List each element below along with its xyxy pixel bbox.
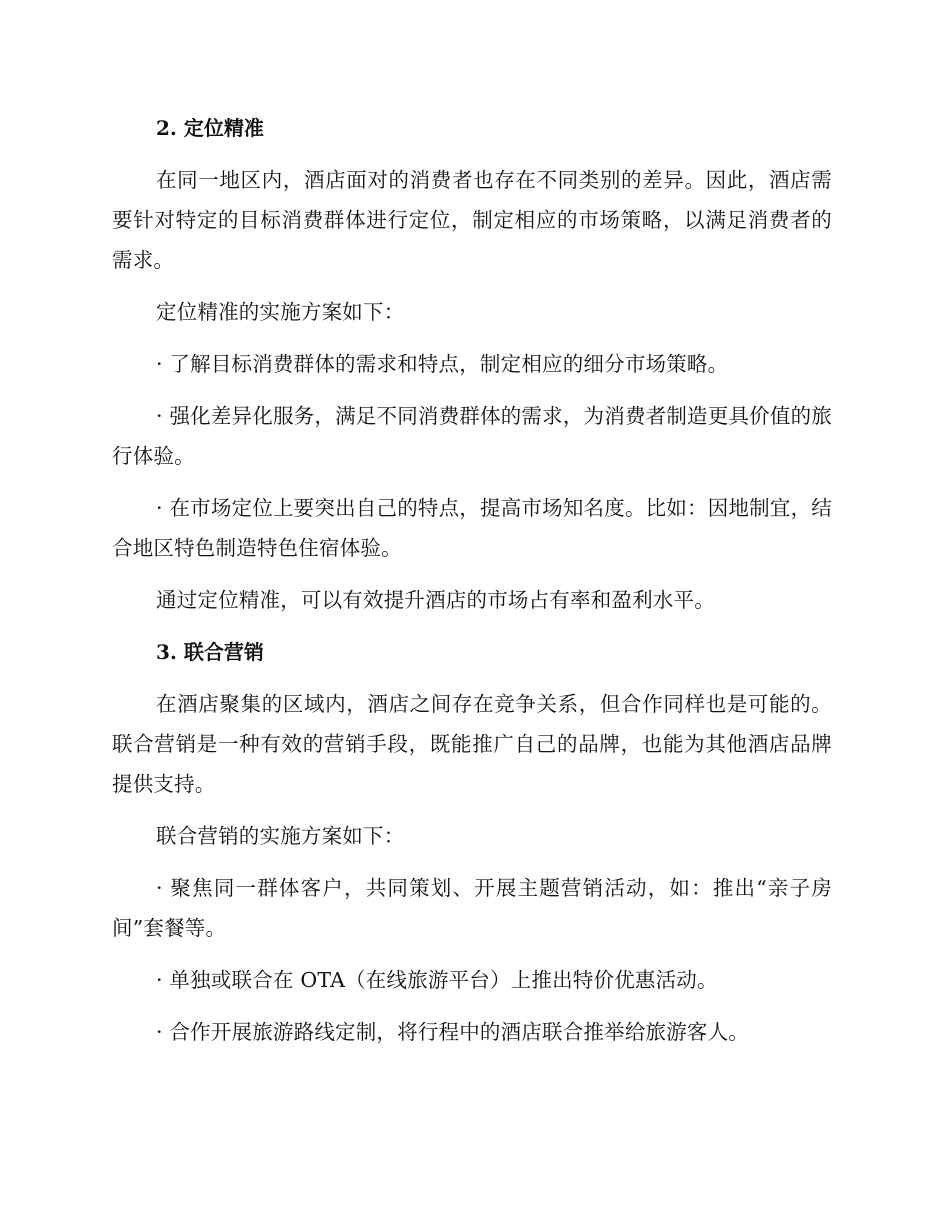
bullet-item: · 了解目标消费群体的需求和特点，制定相应的细分市场策略。 xyxy=(156,352,729,376)
plan-intro: 定位精准的实施方案如下： xyxy=(156,300,405,324)
plan-intro: 联合营销的实施方案如下： xyxy=(156,824,405,848)
section-paragraph: 在同一地区内，酒店面对的消费者也存在不同类别的差异。因此，酒店需要针对特定的目标消费群体进行定位，制定相应的市场策略，以满足消费者的需求。 xyxy=(112,168,832,272)
section-heading-positioning: 2. 定位精准 xyxy=(156,116,264,140)
bullet-item: · 聚焦同一群体客户，共同策划、开展主题营销活动，如：推出“亲子房间”套餐等。 xyxy=(112,876,832,940)
bullet-item: · 合作开展旅游路线定制，将行程中的酒店联合推举给旅游客人。 xyxy=(156,1020,750,1044)
bullet-item: · 在市场定位上要突出自己的特点，提高市场知名度。比如：因地制宜，结合地区特色制造特色住宿体验。 xyxy=(112,496,832,560)
section-heading-joint-marketing: 3. 联合营销 xyxy=(156,640,264,664)
bullet-item: · 强化差异化服务，满足不同消费群体的需求，为消费者制造更具价值的旅行体验。 xyxy=(112,404,832,468)
document-page xyxy=(112,108,832,1064)
section-paragraph: 在酒店聚集的区域内，酒店之间存在竞争关系，但合作同样也是可能的。联合营销是一种有效的营销手段，既能推广自己的品牌，也能为其他酒店品牌提供支持。 xyxy=(112,692,832,796)
bullet-item: · 单独或联合在 OTA（在线旅游平台）上推出特价优惠活动。 xyxy=(156,968,718,992)
section-conclusion: 通过定位精准，可以有效提升酒店的市场占有率和盈利水平。 xyxy=(156,588,715,612)
